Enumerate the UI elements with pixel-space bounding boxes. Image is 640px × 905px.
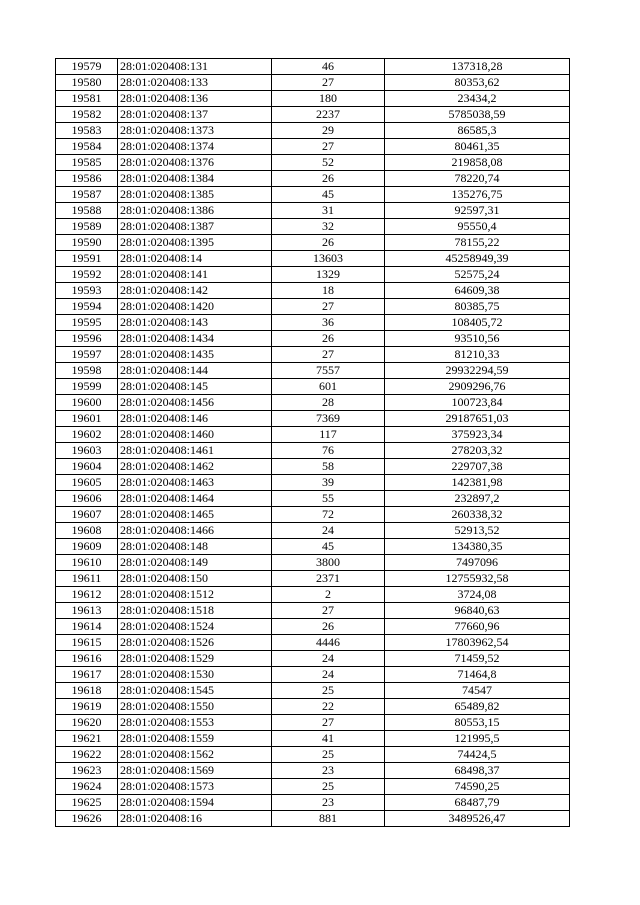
row-number-cell: 19607 <box>56 507 118 523</box>
table-row <box>56 779 570 795</box>
value-cell: 3489526,47 <box>385 811 570 827</box>
row-number-cell: 19590 <box>56 235 118 251</box>
cadastral-number-cell: 28:01:020408:1530 <box>118 667 272 683</box>
row-number-cell: 19621 <box>56 731 118 747</box>
cadastral-number-cell: 28:01:020408:1562 <box>118 747 272 763</box>
area-cell: 28 <box>272 395 385 411</box>
area-cell: 25 <box>272 779 385 795</box>
value-cell: 80461,35 <box>385 139 570 155</box>
area-cell: 3800 <box>272 555 385 571</box>
cadastral-number-cell: 28:01:020408:137 <box>118 107 272 123</box>
table-row <box>56 171 570 187</box>
value-cell: 77660,96 <box>385 619 570 635</box>
row-number-cell: 19591 <box>56 251 118 267</box>
cadastral-number-cell: 28:01:020408:1463 <box>118 475 272 491</box>
value-cell: 3724,08 <box>385 587 570 603</box>
table-row <box>56 187 570 203</box>
row-number-cell: 19614 <box>56 619 118 635</box>
table-row <box>56 75 570 91</box>
area-cell: 25 <box>272 683 385 699</box>
table-row <box>56 747 570 763</box>
value-cell: 278203,32 <box>385 443 570 459</box>
cadastral-number-cell: 28:01:020408:131 <box>118 59 272 75</box>
table-row <box>56 683 570 699</box>
cadastral-number-cell: 28:01:020408:1435 <box>118 347 272 363</box>
value-cell: 45258949,39 <box>385 251 570 267</box>
row-number-cell: 19582 <box>56 107 118 123</box>
value-cell: 93510,56 <box>385 331 570 347</box>
area-cell: 2237 <box>272 107 385 123</box>
cadastral-number-cell: 28:01:020408:1386 <box>118 203 272 219</box>
table-row <box>56 635 570 651</box>
value-cell: 74424,5 <box>385 747 570 763</box>
table-row <box>56 539 570 555</box>
table-row <box>56 91 570 107</box>
row-number-cell: 19609 <box>56 539 118 555</box>
area-cell: 22 <box>272 699 385 715</box>
table-row <box>56 731 570 747</box>
area-cell: 26 <box>272 331 385 347</box>
cadastral-number-cell: 28:01:020408:142 <box>118 283 272 299</box>
table-row <box>56 59 570 75</box>
area-cell: 117 <box>272 427 385 443</box>
row-number-cell: 19603 <box>56 443 118 459</box>
area-cell: 26 <box>272 619 385 635</box>
area-cell: 180 <box>272 91 385 107</box>
value-cell: 80353,62 <box>385 75 570 91</box>
area-cell: 23 <box>272 795 385 811</box>
row-number-cell: 19610 <box>56 555 118 571</box>
area-cell: 39 <box>272 475 385 491</box>
table-row <box>56 299 570 315</box>
value-cell: 52913,52 <box>385 523 570 539</box>
cadastral-number-cell: 28:01:020408:141 <box>118 267 272 283</box>
table-row <box>56 699 570 715</box>
table-row <box>56 139 570 155</box>
value-cell: 52575,24 <box>385 267 570 283</box>
value-cell: 121995,5 <box>385 731 570 747</box>
row-number-cell: 19613 <box>56 603 118 619</box>
table-row <box>56 475 570 491</box>
value-cell: 64609,38 <box>385 283 570 299</box>
cadastral-number-cell: 28:01:020408:1550 <box>118 699 272 715</box>
row-number-cell: 19604 <box>56 459 118 475</box>
table-row <box>56 363 570 379</box>
cadastral-number-cell: 28:01:020408:1373 <box>118 123 272 139</box>
table-row <box>56 443 570 459</box>
cadastral-number-cell: 28:01:020408:136 <box>118 91 272 107</box>
table-row <box>56 411 570 427</box>
table-row <box>56 331 570 347</box>
area-cell: 76 <box>272 443 385 459</box>
area-cell: 45 <box>272 187 385 203</box>
value-cell: 96840,63 <box>385 603 570 619</box>
value-cell: 68487,79 <box>385 795 570 811</box>
value-cell: 375923,34 <box>385 427 570 443</box>
cadastral-number-cell: 28:01:020408:1545 <box>118 683 272 699</box>
row-number-cell: 19580 <box>56 75 118 91</box>
row-number-cell: 19608 <box>56 523 118 539</box>
row-number-cell: 19622 <box>56 747 118 763</box>
value-cell: 108405,72 <box>385 315 570 331</box>
table-row <box>56 107 570 123</box>
value-cell: 232897,2 <box>385 491 570 507</box>
cadastral-number-cell: 28:01:020408:143 <box>118 315 272 331</box>
table-row <box>56 667 570 683</box>
area-cell: 18 <box>272 283 385 299</box>
value-cell: 80385,75 <box>385 299 570 315</box>
row-number-cell: 19601 <box>56 411 118 427</box>
value-cell: 74590,25 <box>385 779 570 795</box>
cadastral-number-cell: 28:01:020408:1462 <box>118 459 272 475</box>
value-cell: 12755932,58 <box>385 571 570 587</box>
cadastral-number-cell: 28:01:020408:1420 <box>118 299 272 315</box>
value-cell: 78155,22 <box>385 235 570 251</box>
row-number-cell: 19587 <box>56 187 118 203</box>
row-number-cell: 19584 <box>56 139 118 155</box>
value-cell: 80553,15 <box>385 715 570 731</box>
area-cell: 26 <box>272 235 385 251</box>
area-cell: 27 <box>272 75 385 91</box>
cadastral-number-cell: 28:01:020408:16 <box>118 811 272 827</box>
table-row <box>56 795 570 811</box>
value-cell: 29187651,03 <box>385 411 570 427</box>
area-cell: 32 <box>272 219 385 235</box>
value-cell: 260338,32 <box>385 507 570 523</box>
cadastral-number-cell: 28:01:020408:1374 <box>118 139 272 155</box>
area-cell: 2371 <box>272 571 385 587</box>
area-cell: 24 <box>272 667 385 683</box>
area-cell: 36 <box>272 315 385 331</box>
area-cell: 4446 <box>272 635 385 651</box>
table-row <box>56 715 570 731</box>
table-row <box>56 203 570 219</box>
area-cell: 27 <box>272 299 385 315</box>
table-row <box>56 603 570 619</box>
row-number-cell: 19579 <box>56 59 118 75</box>
area-cell: 881 <box>272 811 385 827</box>
value-cell: 142381,98 <box>385 475 570 491</box>
table-row <box>56 427 570 443</box>
row-number-cell: 19583 <box>56 123 118 139</box>
cadastral-number-cell: 28:01:020408:14 <box>118 251 272 267</box>
table-row <box>56 155 570 171</box>
cadastral-number-cell: 28:01:020408:1376 <box>118 155 272 171</box>
area-cell: 25 <box>272 747 385 763</box>
area-cell: 24 <box>272 523 385 539</box>
table-row <box>56 507 570 523</box>
cadastral-number-cell: 28:01:020408:1529 <box>118 651 272 667</box>
value-cell: 95550,4 <box>385 219 570 235</box>
table-row <box>56 219 570 235</box>
cadastral-number-cell: 28:01:020408:1387 <box>118 219 272 235</box>
table-row <box>56 491 570 507</box>
cadastral-number-cell: 28:01:020408:1526 <box>118 635 272 651</box>
table-body <box>56 59 570 827</box>
value-cell: 137318,28 <box>385 59 570 75</box>
cadastral-number-cell: 28:01:020408:1461 <box>118 443 272 459</box>
value-cell: 71464,8 <box>385 667 570 683</box>
row-number-cell: 19586 <box>56 171 118 187</box>
area-cell: 7557 <box>272 363 385 379</box>
value-cell: 7497096 <box>385 555 570 571</box>
value-cell: 229707,38 <box>385 459 570 475</box>
cadastral-table <box>55 58 570 827</box>
row-number-cell: 19624 <box>56 779 118 795</box>
area-cell: 72 <box>272 507 385 523</box>
row-number-cell: 19611 <box>56 571 118 587</box>
table-row <box>56 379 570 395</box>
row-number-cell: 19617 <box>56 667 118 683</box>
cadastral-number-cell: 28:01:020408:1573 <box>118 779 272 795</box>
table-row <box>56 315 570 331</box>
value-cell: 100723,84 <box>385 395 570 411</box>
cadastral-number-cell: 28:01:020408:1465 <box>118 507 272 523</box>
area-cell: 55 <box>272 491 385 507</box>
value-cell: 17803962,54 <box>385 635 570 651</box>
table-row <box>56 619 570 635</box>
value-cell: 78220,74 <box>385 171 570 187</box>
row-number-cell: 19593 <box>56 283 118 299</box>
area-cell: 27 <box>272 139 385 155</box>
cadastral-number-cell: 28:01:020408:1524 <box>118 619 272 635</box>
cadastral-number-cell: 28:01:020408:150 <box>118 571 272 587</box>
area-cell: 23 <box>272 763 385 779</box>
row-number-cell: 19616 <box>56 651 118 667</box>
cadastral-number-cell: 28:01:020408:1456 <box>118 395 272 411</box>
value-cell: 134380,35 <box>385 539 570 555</box>
area-cell: 601 <box>272 379 385 395</box>
area-cell: 45 <box>272 539 385 555</box>
row-number-cell: 19620 <box>56 715 118 731</box>
row-number-cell: 19623 <box>56 763 118 779</box>
row-number-cell: 19612 <box>56 587 118 603</box>
value-cell: 29932294,59 <box>385 363 570 379</box>
row-number-cell: 19599 <box>56 379 118 395</box>
cadastral-number-cell: 28:01:020408:1460 <box>118 427 272 443</box>
area-cell: 29 <box>272 123 385 139</box>
row-number-cell: 19594 <box>56 299 118 315</box>
value-cell: 2909296,76 <box>385 379 570 395</box>
row-number-cell: 19597 <box>56 347 118 363</box>
value-cell: 92597,31 <box>385 203 570 219</box>
area-cell: 27 <box>272 715 385 731</box>
row-number-cell: 19626 <box>56 811 118 827</box>
area-cell: 31 <box>272 203 385 219</box>
table-row <box>56 651 570 667</box>
cadastral-number-cell: 28:01:020408:1464 <box>118 491 272 507</box>
row-number-cell: 19596 <box>56 331 118 347</box>
area-cell: 26 <box>272 171 385 187</box>
row-number-cell: 19595 <box>56 315 118 331</box>
area-cell: 2 <box>272 587 385 603</box>
row-number-cell: 19588 <box>56 203 118 219</box>
value-cell: 81210,33 <box>385 347 570 363</box>
area-cell: 13603 <box>272 251 385 267</box>
row-number-cell: 19615 <box>56 635 118 651</box>
row-number-cell: 19585 <box>56 155 118 171</box>
value-cell: 68498,37 <box>385 763 570 779</box>
row-number-cell: 19592 <box>56 267 118 283</box>
table-row <box>56 123 570 139</box>
table-row <box>56 251 570 267</box>
area-cell: 7369 <box>272 411 385 427</box>
row-number-cell: 19625 <box>56 795 118 811</box>
cadastral-number-cell: 28:01:020408:1518 <box>118 603 272 619</box>
cadastral-number-cell: 28:01:020408:149 <box>118 555 272 571</box>
cadastral-number-cell: 28:01:020408:148 <box>118 539 272 555</box>
cadastral-number-cell: 28:01:020408:1384 <box>118 171 272 187</box>
value-cell: 65489,82 <box>385 699 570 715</box>
table-row <box>56 459 570 475</box>
table-row <box>56 235 570 251</box>
value-cell: 86585,3 <box>385 123 570 139</box>
row-number-cell: 19581 <box>56 91 118 107</box>
table-row <box>56 283 570 299</box>
table-row <box>56 763 570 779</box>
area-cell: 1329 <box>272 267 385 283</box>
cadastral-number-cell: 28:01:020408:1553 <box>118 715 272 731</box>
area-cell: 58 <box>272 459 385 475</box>
row-number-cell: 19606 <box>56 491 118 507</box>
table-row <box>56 555 570 571</box>
cadastral-number-cell: 28:01:020408:1385 <box>118 187 272 203</box>
table-row <box>56 571 570 587</box>
cadastral-number-cell: 28:01:020408:144 <box>118 363 272 379</box>
value-cell: 5785038,59 <box>385 107 570 123</box>
row-number-cell: 19589 <box>56 219 118 235</box>
table-row <box>56 811 570 827</box>
cadastral-number-cell: 28:01:020408:145 <box>118 379 272 395</box>
cadastral-number-cell: 28:01:020408:1569 <box>118 763 272 779</box>
table-row <box>56 347 570 363</box>
area-cell: 27 <box>272 603 385 619</box>
table-row <box>56 523 570 539</box>
row-number-cell: 19598 <box>56 363 118 379</box>
cadastral-number-cell: 28:01:020408:1466 <box>118 523 272 539</box>
row-number-cell: 19605 <box>56 475 118 491</box>
cadastral-number-cell: 28:01:020408:1434 <box>118 331 272 347</box>
cadastral-number-cell: 28:01:020408:1395 <box>118 235 272 251</box>
table-row <box>56 267 570 283</box>
area-cell: 52 <box>272 155 385 171</box>
cadastral-number-cell: 28:01:020408:146 <box>118 411 272 427</box>
area-cell: 46 <box>272 59 385 75</box>
value-cell: 23434,2 <box>385 91 570 107</box>
cadastral-number-cell: 28:01:020408:133 <box>118 75 272 91</box>
area-cell: 24 <box>272 651 385 667</box>
cadastral-number-cell: 28:01:020408:1512 <box>118 587 272 603</box>
value-cell: 135276,75 <box>385 187 570 203</box>
table-row <box>56 587 570 603</box>
value-cell: 74547 <box>385 683 570 699</box>
value-cell: 219858,08 <box>385 155 570 171</box>
row-number-cell: 19600 <box>56 395 118 411</box>
table-row <box>56 395 570 411</box>
cadastral-number-cell: 28:01:020408:1594 <box>118 795 272 811</box>
row-number-cell: 19602 <box>56 427 118 443</box>
row-number-cell: 19619 <box>56 699 118 715</box>
row-number-cell: 19618 <box>56 683 118 699</box>
value-cell: 71459,52 <box>385 651 570 667</box>
cadastral-number-cell: 28:01:020408:1559 <box>118 731 272 747</box>
area-cell: 27 <box>272 347 385 363</box>
area-cell: 41 <box>272 731 385 747</box>
